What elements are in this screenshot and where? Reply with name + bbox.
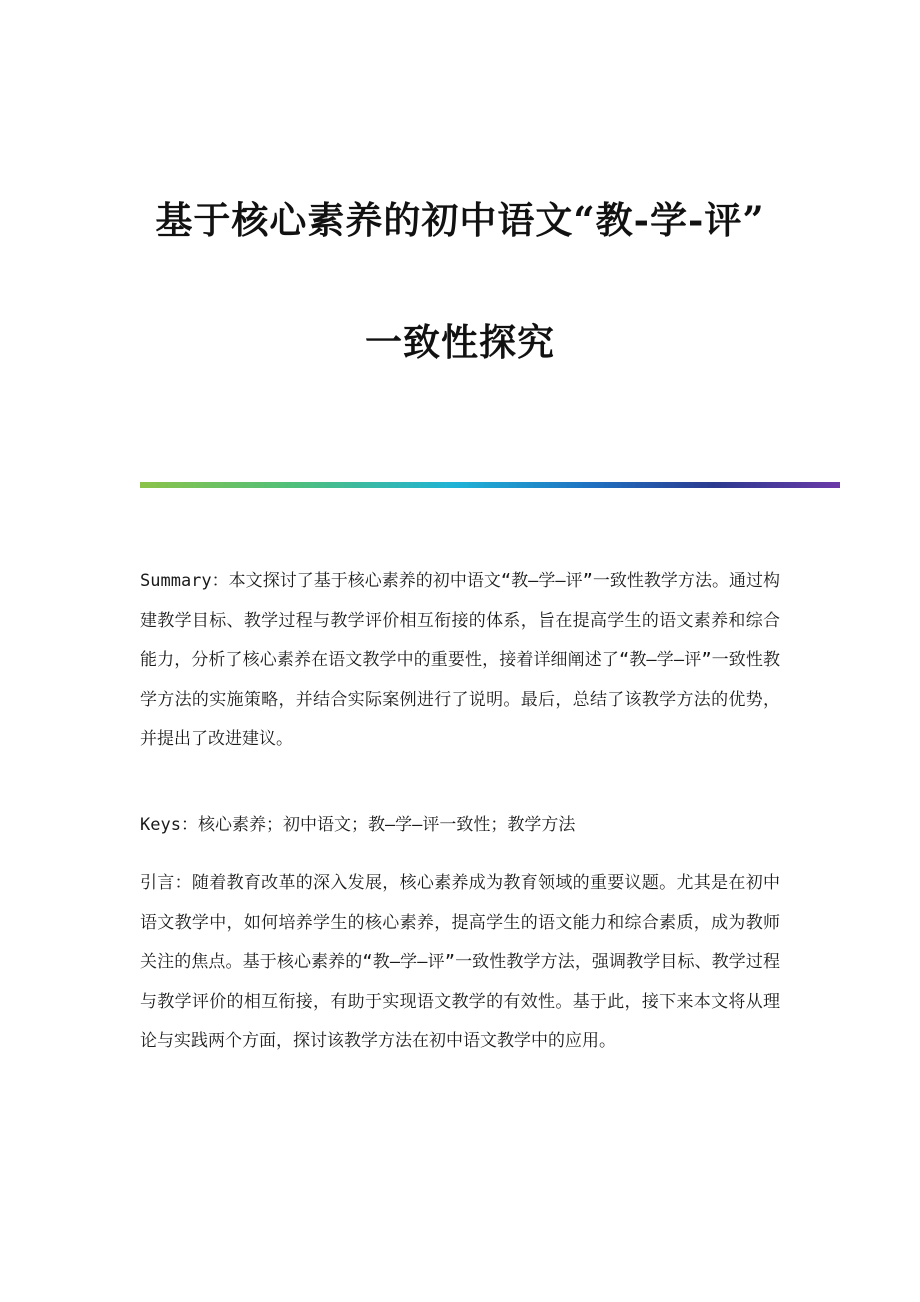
keywords-paragraph: Keys：核心素养；初中语文；教—学—评一致性；教学方法	[140, 815, 576, 835]
gradient-divider	[140, 482, 840, 488]
summary-paragraph: Summary：本文探讨了基于核心素养的初中语文“教—学—评”一致性教学方法。通过构建教学目标、教学过程与教学评价相互衔接的体系，旨在提高学生的语文素养和综合能力，分析了核心素养在语文教学中的重要性，接着详细阐述了“教—学—评”一致性教学方法的实施策略，并结合实际案例进行了说明。最后，总结了该教学方法的优势，并提出了改进建议。	[140, 571, 780, 749]
title-line-1: 基于核心素养的初中语文“教-学-评”	[155, 198, 765, 242]
intro-paragraph: 引言：随着教育改革的深入发展，核心素养成为教育领域的重要议题。尤其是在初中语文教学中，如何培养学生的核心素养，提高学生的语文能力和综合素质，成为教师关注的焦点。基于核心素养的“教—学—评”一致性教学方法，强调教学目标、教学过程与教学评价的相互衔接，有助于实现语文教学的有效性。基于此，接下来本文将从理论与实践两个方面，探讨该教学方法在初中语文教学中的应用。	[140, 873, 780, 1051]
title-line-2: 一致性探究	[365, 320, 555, 364]
